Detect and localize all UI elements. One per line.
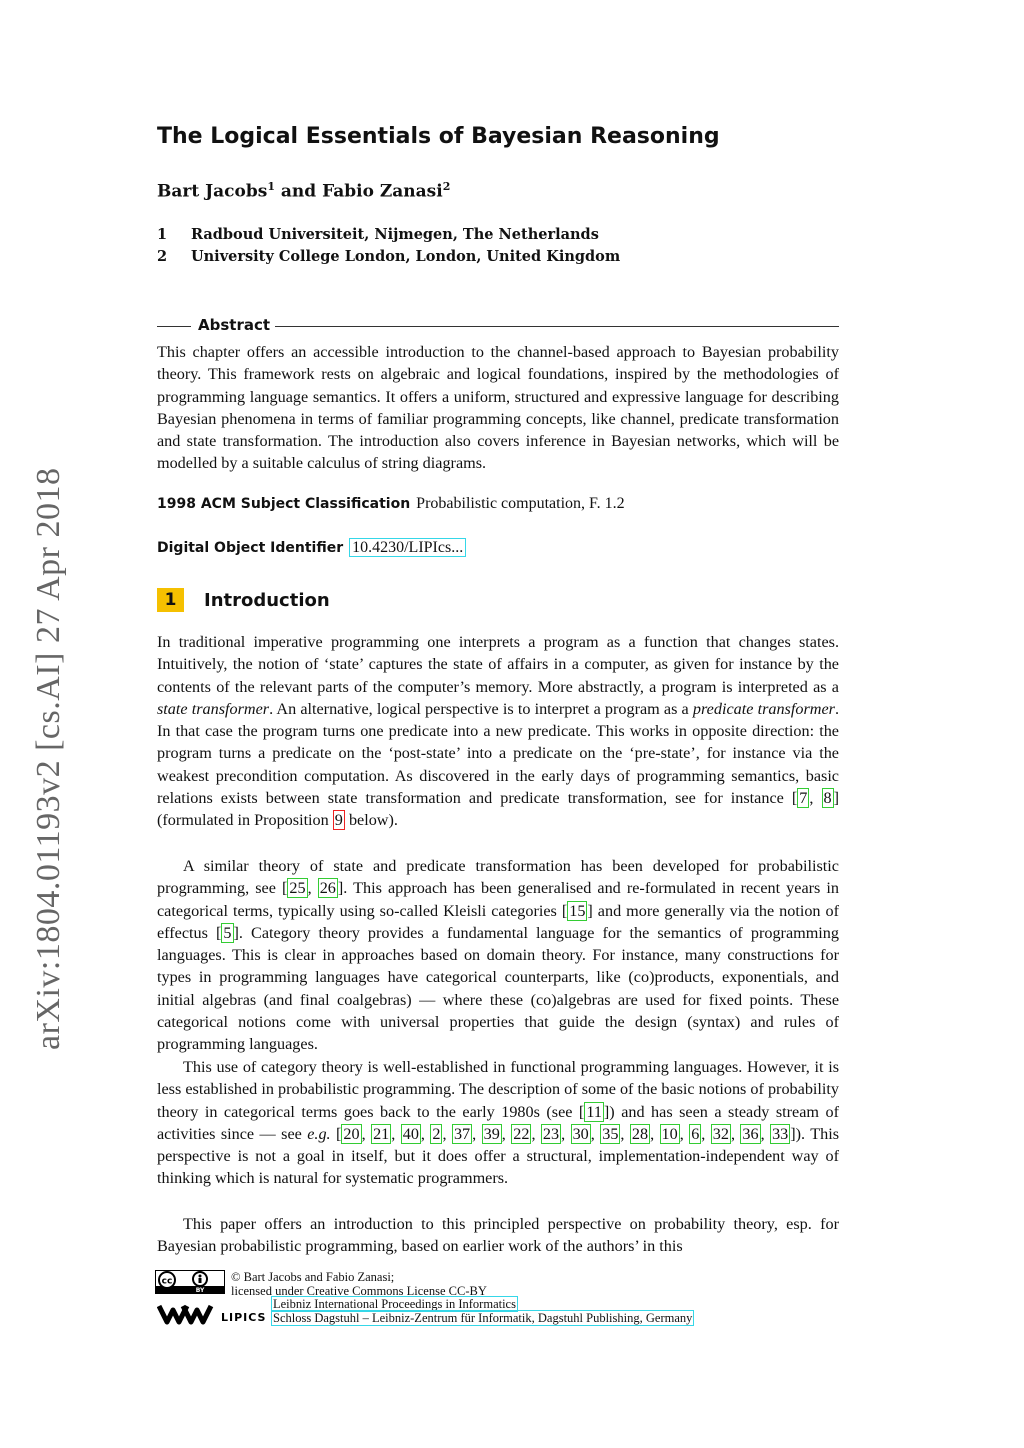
affiliation <box>157 248 620 265</box>
citation-separator: , <box>620 1124 630 1143</box>
author-list <box>157 180 450 202</box>
copyright-line: © Bart Jacobs and Fabio Zanasi; <box>231 1270 395 1284</box>
citation-link[interactable]: 35 <box>602 1124 619 1143</box>
citation-link[interactable]: 26 <box>319 879 336 898</box>
citation-link[interactable]: 23 <box>542 1124 560 1143</box>
acm-classification <box>157 494 625 513</box>
page-footer <box>155 1270 855 1330</box>
citation-link[interactable]: 40 <box>402 1124 419 1143</box>
emphasis-text: e.g. <box>307 1124 331 1143</box>
emphasis-text: state transformer <box>157 699 270 718</box>
citation-list <box>341 1124 790 1144</box>
citation-separator: , <box>590 1124 601 1143</box>
section-number: 1 <box>157 588 184 612</box>
section-heading <box>157 588 330 612</box>
citation-link[interactable]: 10 <box>661 1124 678 1143</box>
paragraph-text: This use of category theory is well-established in functional programming languages. However, it is less established in probabilistic programming. The description of some of the basic notions of probability theory in categorical terms goes back to the early 1980s (see [ <box>157 1058 839 1121</box>
citation-link[interactable]: 28 <box>631 1124 649 1143</box>
paragraph-text: . In that case the program turns one predicate into a new predicate. This works in opposite direction: the program turns a predicate on the ‘post-state’ into a predicate on the ‘pre-state’, for instance via the weakest precondition computation. As discovered in the early days of programming semantics, basic relations exists between state transformation and predicate transformation, see for instance [ <box>157 699 839 808</box>
citation-separator: , <box>442 1124 452 1143</box>
citation-link[interactable]: 21 <box>373 1124 390 1143</box>
citation-link[interactable]: 2 <box>432 1124 441 1143</box>
citation-separator: , <box>730 1124 741 1143</box>
publisher-link[interactable] <box>271 1311 694 1326</box>
intro-paragraph-1 <box>157 631 839 832</box>
abstract-heading: Abstract <box>198 316 271 334</box>
acm-value: Probabilistic computation, F. 1.2 <box>416 495 625 512</box>
affiliation-text: University College London, London, United Kingdom <box>191 248 621 265</box>
affiliation-marker: 1 <box>267 180 275 193</box>
doi-label: Digital Object Identifier <box>157 540 344 556</box>
publisher-name[interactable]: Schloss Dagstuhl – Leibniz-Zentrum für Informatik, Dagstuhl Publishing, Germany <box>273 1311 693 1325</box>
citation-separator: , <box>760 1124 771 1143</box>
doi-line <box>157 538 466 557</box>
series-link[interactable]: Leibniz International Proceedings in Informatics <box>273 1297 516 1311</box>
paragraph-text: A similar theory of state and predicate transformation has been developed for probabilistic programming, see [ <box>157 857 839 898</box>
citation-link[interactable]: 22 <box>513 1124 530 1143</box>
paragraph-text: ] (formulated in Proposition <box>157 789 839 830</box>
paragraph-text: ]. Category theory provides a fundamental language for the semantics of programming languages. This is clear in approaches based on domain theory. For instance, many constructions for types in programming languages have categorical counterparts, like (co)products, exponentials, and initial algebras (and final coalgebras) — where these (co)algebras are used for fixed points. These categorical notions come with universal properties that guide the design (syntax) and rules of programming languages. <box>157 923 839 1054</box>
affiliation-text: Radboud Universiteit, Nijmegen, The Netherlands <box>191 226 599 243</box>
author-conjunction: and <box>274 181 323 202</box>
author-name: Bart Jacobs <box>157 181 268 202</box>
citation-link[interactable]: 37 <box>453 1124 471 1143</box>
paragraph-text: In traditional imperative programming one interprets a program as a function that changes states. Intuitively, the notion of ‘state’ captures the state of affairs in a computer, as given for instance by the contents of the relevant parts of the computer’s memory. More abstractly, a program is interpreted as a <box>157 633 839 696</box>
citation-link[interactable]: 8 <box>823 789 832 808</box>
abstract-text: This chapter offers an accessible introduction to the channel-based approach to Bayesian probability theory. This framework rests on algebraic and logical foundations, inspired by the methodologies of programming language semantics. It offers a uniform, structured and expressive language for describing Bayesian phenomena in terms of familiar programming concepts, like channel, predicate transformation and state transformation. The introduction also covers inference in Bayesian networks, which will be modelled by a suitable calculus of string diagrams. <box>157 343 839 473</box>
intro-paragraph-2 <box>157 855 839 1056</box>
paragraph-text: ]). This perspective is not a goal in itself, but it does offer a structural, implementation-independent way of thinking which is natural for systematic programmers. <box>157 1124 840 1188</box>
abstract-rule-left <box>157 326 191 327</box>
emphasis-text: predicate transformer <box>692 699 835 718</box>
intro-paragraph-3 <box>157 1056 839 1190</box>
citation-link[interactable]: 11 <box>586 1102 602 1121</box>
doi-link[interactable]: 10.4230/LIPIcs... <box>349 538 466 557</box>
abstract-rule-right <box>275 326 839 327</box>
citation-link[interactable]: 25 <box>289 879 306 898</box>
citation-link[interactable]: 15 <box>569 901 586 920</box>
citation-link[interactable]: 33 <box>772 1124 789 1143</box>
paragraph-text: ] and more generally via the notion of effectus [ <box>157 901 839 942</box>
affiliation <box>157 226 599 243</box>
citation-link[interactable]: 36 <box>742 1124 759 1143</box>
citation-link[interactable]: 30 <box>572 1124 589 1143</box>
citation-separator: , <box>531 1124 541 1143</box>
author-name: Fabio Zanasi <box>322 181 443 202</box>
citation-separator: , <box>361 1124 372 1143</box>
proposition-link[interactable]: 9 <box>334 811 343 830</box>
citation-separator: , <box>307 879 318 898</box>
affiliation-marker: 2 <box>442 180 451 193</box>
citation-separator: , <box>701 1124 711 1143</box>
lipics-logo-icon <box>157 1300 267 1326</box>
citation-separator: , <box>561 1124 571 1143</box>
affiliation-number: 2 <box>157 248 168 265</box>
license-line: licensed under Creative Commons License CC-BY <box>231 1284 487 1298</box>
by-label: BY <box>195 1287 205 1294</box>
section-title: Introduction <box>204 589 330 611</box>
citation-link[interactable]: 5 <box>223 923 232 942</box>
abstract-header <box>157 316 839 336</box>
paragraph-text: below). <box>344 811 398 830</box>
citation-separator: , <box>650 1124 660 1143</box>
affiliation-number: 1 <box>157 226 168 243</box>
paragraph-text: ]. This approach has been generalised and re-formulated in recent years in categorical terms, typically using so-called Kleisli categories [ <box>157 879 839 920</box>
paragraph-text: . An alternative, logical perspective is to interpret a program as a <box>269 699 693 718</box>
citation-separator: , <box>501 1124 512 1143</box>
arxiv-identifier: arXiv:1804.01193v2 [cs.AI] 27 Apr 2018 <box>30 467 67 1050</box>
citation-link[interactable]: 7 <box>799 789 808 808</box>
citation-link[interactable]: 20 <box>343 1124 360 1143</box>
lipics-wordmark: LIPICS <box>221 1311 267 1324</box>
cc-label: cc <box>161 1276 173 1287</box>
intro-paragraph-4: This paper offers an introduction to this principled perspective on probability theory, esp. for Bayesian probabilistic programming, based on earlier work of the authors’ in this <box>157 1215 839 1256</box>
acm-label: 1998 ACM Subject Classification <box>157 496 411 512</box>
paragraph-text: [ <box>330 1124 342 1143</box>
citation-link[interactable]: 6 <box>691 1124 700 1143</box>
citation-separator: , <box>420 1124 431 1143</box>
citation-link[interactable]: 32 <box>712 1124 729 1143</box>
citation-separator: , <box>472 1124 482 1143</box>
paper-title: The Logical Essentials of Bayesian Reasoning <box>157 124 720 149</box>
paragraph-text: ]) and has seen a steady stream of activities since — see <box>157 1102 839 1143</box>
cc-by-license-icon <box>155 1270 225 1294</box>
citation-separator: , <box>391 1124 401 1143</box>
citation-separator: , <box>809 789 822 808</box>
citation-separator: , <box>679 1124 690 1143</box>
citation-link[interactable]: 39 <box>483 1124 500 1143</box>
